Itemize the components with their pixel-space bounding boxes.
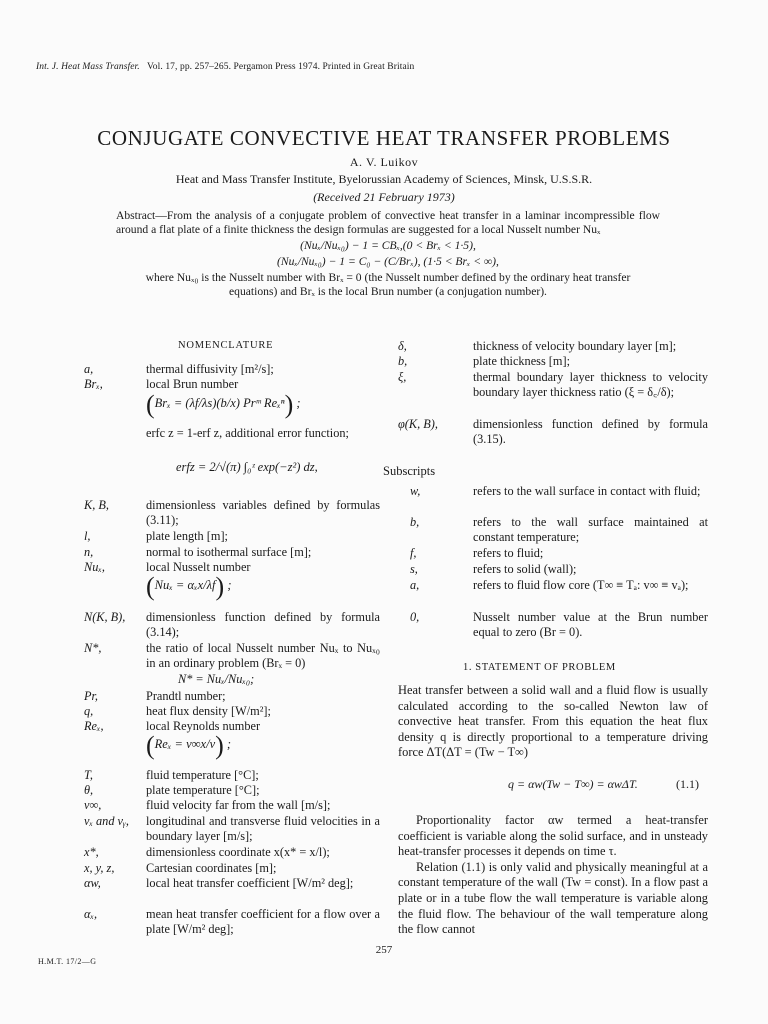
nom-definition: erfc z = 1-erf z, additional error function; (146, 426, 349, 440)
nom-symbol: θ, (84, 783, 94, 797)
nom-symbol: N*, (84, 641, 102, 655)
nom-symbol: K, B, (84, 498, 109, 512)
nom-symbol: T, (84, 768, 94, 782)
nom-definition: dimensionless variables defined by formulas (3.11); (146, 498, 380, 528)
nom-symbol: x, y, z, (84, 861, 115, 875)
nom-definition: dimensionless function defined by formula (3.15). (473, 417, 708, 447)
abstract-where-1: where Nuₓ₀ is the Nusselt number with Brₓ = 0 (the Nusselt number defined by the ordinary heat transfer (145, 271, 631, 284)
nom-definition: longitudinal and transverse fluid velocities in a boundary layer [m/s]; (146, 814, 380, 844)
nom-symbol: q, (84, 704, 94, 718)
nom-definition: thermal diffusivity [m²/s]; (146, 362, 274, 376)
nom-definition: mean heat transfer coefficient for a flow over a plate [W/m² deg]; (146, 907, 380, 937)
citation-details: Vol. 17, pp. 257–265. Pergamon Press 1974. Printed in Great Britain (147, 62, 415, 72)
subscript-definition: refers to fluid flow core (T∞ ≡ Tₐ: v∞ ≡ vₐ); (473, 578, 689, 592)
paper-title: CONJUGATE CONVECTIVE HEAT TRANSFER PROBLEMS (97, 126, 671, 150)
nom-symbol: Reₓ, (84, 719, 104, 733)
subscript-definition: refers to fluid; (473, 546, 544, 560)
nom-definition: plate thickness [m]; (473, 354, 570, 368)
affiliation: Heat and Mass Transfer Institute, Byelorussian Academy of Sciences, Minsk, U.S.S.R. (175, 172, 593, 186)
nom-symbol: αw, (84, 876, 101, 890)
section-heading: 1. STATEMENT OF PROBLEM (463, 662, 616, 673)
equation-1-1: q = αw(Tw − T∞) = αwΔT. (508, 777, 638, 791)
page-number: 257 (375, 944, 393, 956)
nom-definition: local Brun number (146, 377, 239, 391)
nom-symbol: N(K, B), (84, 610, 126, 624)
reynolds-formula: (Reₓ = v∞x/ν) ; (146, 731, 232, 760)
subscript-definition: Nusselt number value at the Brun number equal to zero (Br = 0). (473, 610, 708, 640)
subscript-symbol: s, (410, 562, 418, 576)
subscript-symbol: w, (410, 484, 421, 498)
nom-definition: dimensionless function defined by formula (3.14); (146, 610, 380, 640)
journal-name: Int. J. Heat Mass Transfer. (36, 62, 140, 72)
subscript-definition: refers to the wall surface in contact with fluid; (473, 484, 701, 498)
nom-symbol: b, (398, 354, 408, 368)
nom-symbol: Brₓ, (84, 377, 103, 391)
paragraph-1: Heat transfer between a solid wall and a fluid flow is usually calculated according to the so-called Newton law of convective heat transfer. From this equation the heat flux density q is directly proportional to a temperature driving force ΔT(ΔT = (Tw − T∞) (398, 683, 708, 760)
nom-symbol: vₓ and vᵧ, (84, 814, 129, 828)
nom-definition: dimensionless coordinate x(x* = x/l); (146, 845, 330, 859)
received-date: (Received 21 February 1973) (313, 190, 455, 204)
paragraph-2-block (398, 813, 708, 938)
abstract-equation-2: (Nuₓ/Nuₓ₀) − 1 = C₀ − (C/Brₓ), (1·5 < Brₓ < ∞), (277, 255, 499, 268)
nom-definition: fluid temperature [°C]; (146, 768, 259, 782)
nom-definition: Prandtl number; (146, 689, 226, 703)
nom-symbol: v∞, (84, 798, 102, 812)
nomenclature-heading: NOMENCLATURE (178, 340, 274, 351)
nom-symbol: n, (84, 545, 94, 559)
brun-formula-text: Brₓ = (λf/λs)(b/x) Prᵐ Reₓⁿ (154, 396, 285, 410)
nom-definition: normal to isothermal surface [m]; (146, 545, 312, 559)
nom-definition: N* = Nuₓ/Nuₓ₀; (178, 672, 255, 686)
nom-definition: the ratio of local Nusselt number Nuₓ to Nuₓ₀ in an ordinary problem (Brₓ = 0) (146, 641, 380, 671)
nom-definition: fluid velocity far from the wall [m/s]; (146, 798, 331, 812)
nom-symbol: x*, (84, 845, 99, 859)
abstract-equation-1: (Nuₓ/Nuₓ₀) − 1 = CBₓ,(0 < Brₓ < 1·5), (300, 239, 476, 252)
nom-definition: heat flux density [W/m²]; (146, 704, 271, 718)
subscript-definition: refers to the wall surface maintained at constant temperature; (473, 515, 708, 545)
reynolds-formula-text: Reₓ = v∞x/ν (154, 737, 216, 751)
abstract-text: Abstract—From the analysis of a conjugate problem of convective heat transfer in a laminar incompressible flow around a flat plate of a finite thickness the design formulas are suggested for a local Nusselt number Nuₓ (116, 209, 660, 236)
nom-symbol: l, (84, 529, 91, 543)
nom-symbol: δ, (398, 339, 407, 353)
paragraph-3: Relation (1.1) is only valid and physically meaningful at a constant temperature of the wall (Tw = const). In a flow past a plate or in a tube flow the wall temperature is variable along the fluid flow. The behaviour of the wall temperature along the flow cannot (398, 859, 708, 937)
nusselt-formula-text: Nuₓ = αₓx/λf (154, 578, 216, 592)
nom-symbol: Nuₓ, (84, 560, 105, 574)
nom-definition: local heat transfer coefficient [W/m² deg]; (146, 876, 354, 890)
nom-definition: thickness of velocity boundary layer [m]; (473, 339, 677, 353)
nom-definition: thermal boundary layer thickness to velocity boundary layer thickness ratio (ξ = δ꜀/δ); (473, 370, 708, 400)
subscript-definition: refers to solid (wall); (473, 562, 577, 576)
abstract-where-2: equations) and Brₓ is the local Brun number (a conjugation number). (229, 285, 547, 298)
subscript-symbol: 0, (410, 610, 420, 624)
equation-number: (1.1) (676, 777, 699, 791)
brun-number-formula: (Brₓ = (λf/λs)(b/x) Prᵐ Reₓⁿ) ; (146, 390, 301, 419)
nom-definition: local Reynolds number (146, 719, 261, 733)
subscript-symbol: b, (410, 515, 420, 529)
nom-definition: plate length [m]; (146, 529, 228, 543)
nom-symbol: φ(K, B), (398, 417, 438, 431)
nom-symbol: αₓ, (84, 907, 98, 921)
subscript-symbol: f, (410, 546, 417, 560)
nom-symbol: Pr, (84, 689, 99, 703)
nom-symbol: ξ, (398, 370, 407, 384)
nusselt-formula: (Nuₓ = αₓx/λf) ; (146, 572, 232, 601)
nom-definition: plate temperature [°C]; (146, 783, 260, 797)
author: A. V. Luikov (349, 155, 419, 169)
paragraph-2: Proportionality factor αw termed a heat-transfer coefficient is variable along the solid surface, and in unsteady heat-transfer processes it depends on time τ. (398, 813, 708, 859)
nom-symbol: a, (84, 362, 94, 376)
footer-code: H.M.T. 17/2—G (38, 957, 97, 966)
nom-definition: Cartesian coordinates [m]; (146, 861, 277, 875)
subscript-symbol: a, (410, 578, 420, 592)
subscripts-heading: Subscripts (383, 464, 436, 478)
nom-definition: local Nusselt number (146, 560, 251, 574)
erfz-formula: erfz = 2/√(π) ∫₀ᶻ exp(−z²) dz, (176, 460, 318, 474)
